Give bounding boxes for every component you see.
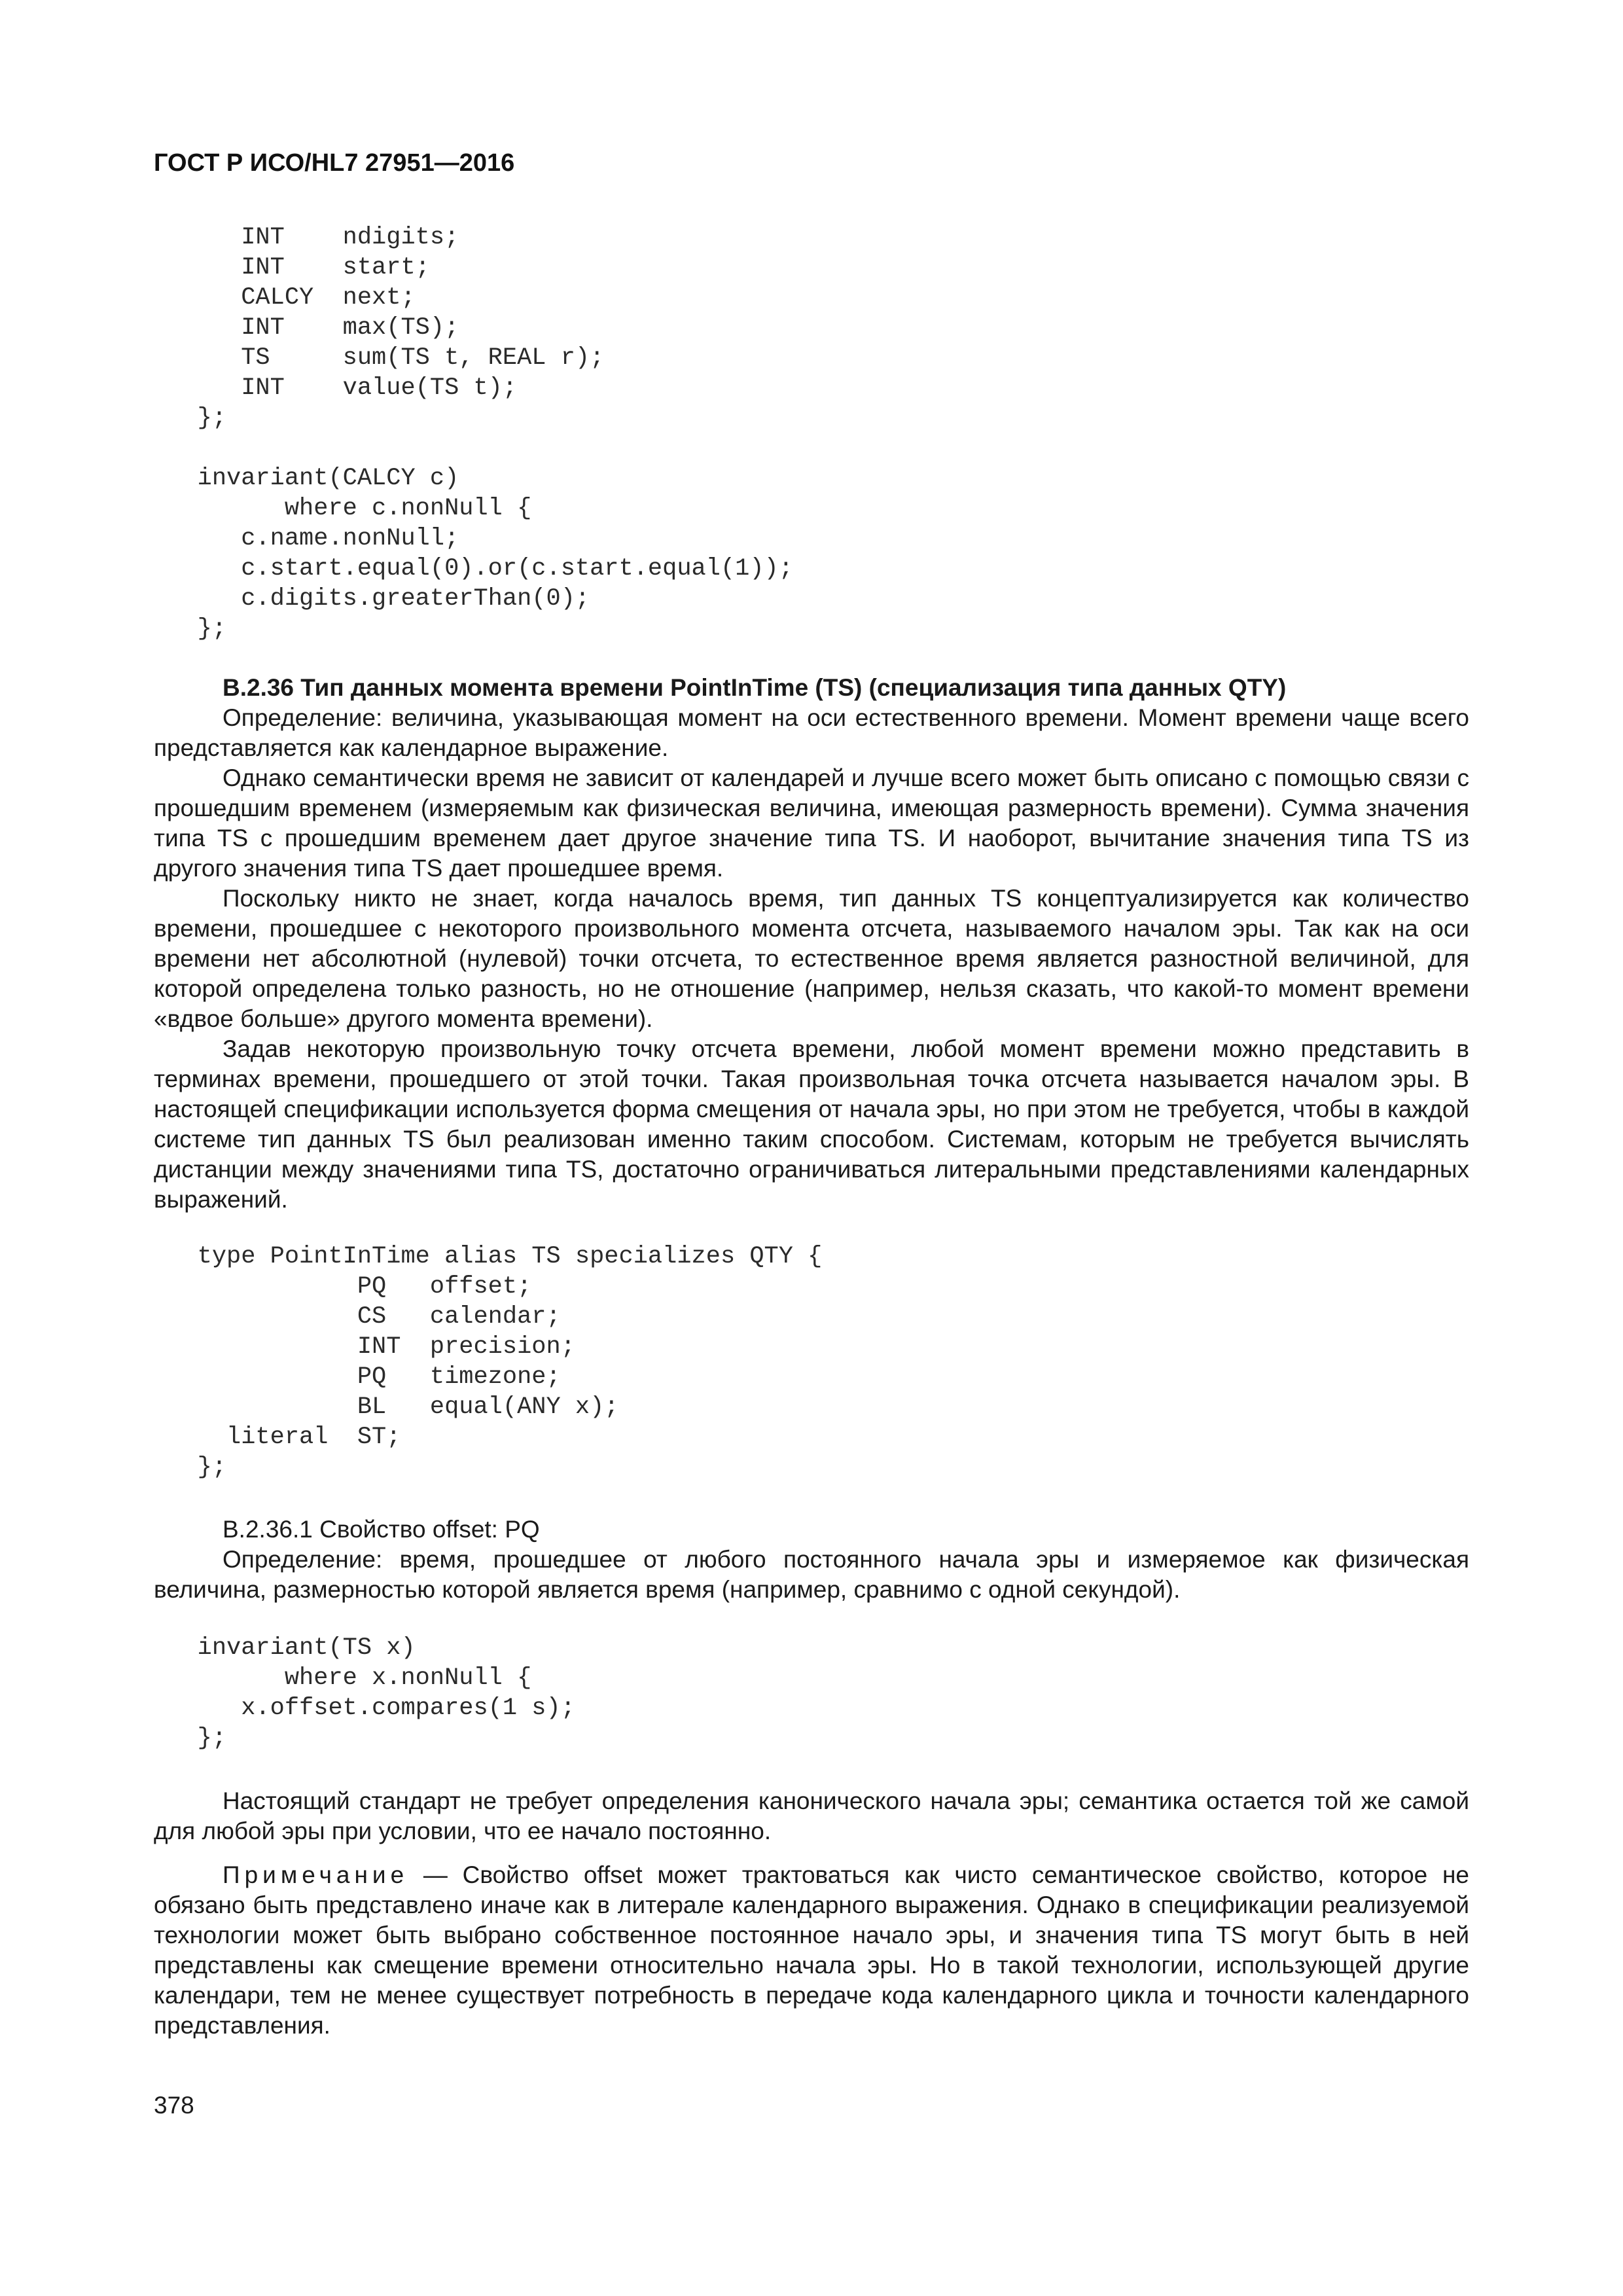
- code-line: };: [154, 615, 227, 643]
- paragraph-offset-form: Задав некоторую произвольную точку отсчета времени, любой момент времени можно представить в терминах времени, прошедшего от этой точки. Такая произвольная точка отсчета называется началом эры. В настоящей спецификации используется форма смещения от начала эры, но при этом не требуется, чтобы в каждой системе тип данных TS был реализован именно таким способом. Системам, которым не требуется вычислять дистанции между значениями типа TS, достаточно ограничиваться литеральными представлениями календарных выражений.: [154, 1035, 1469, 1213]
- code-line: PQ offset;: [154, 1273, 532, 1300]
- code-line: TS sum(TS t, REAL r);: [154, 344, 605, 372]
- paragraph-standard-block: [154, 1786, 1469, 1846]
- paragraph-semantics: Однако семантически время не зависит от календарей и лучше всего может быть описано с помощью связи с прошедшим временем (измеряемым как физическая величина, имеющая размерность времени). Сумма значения типа TS с прошедшим временем дает другое значение типа TS. И наоборот, вычитание значения типа TS из другого значения типа TS дает прошедшее время.: [154, 764, 1469, 882]
- code-line: INT precision;: [154, 1333, 575, 1361]
- document-header: ГОСТ Р ИСО/HL7 27951—2016: [154, 149, 515, 177]
- note-text: — Свойство offset может трактоваться как чисто семантическое свойство, которое не обязано быть представлено иначе как в литерале календарного выражения. Однако в спецификации реализуемой технологии может быть выбрано собственное постоянное начало эры, и значения типа TS могут быть в ней представлены как смещение времени относительно начала эры. Но в такой технологии, использующей другие календари, тем не менее существует потребность в передаче кода календарного цикла и точности календарного представления.: [154, 1861, 1469, 2039]
- code-line: [154, 433, 793, 463]
- code-line: c.name.nonNull;: [154, 525, 459, 552]
- paragraph-standard: Настоящий стандарт не требует определения канонического начала эры; семантика остается той же самой для любой эры при условии, что ее начало постоянно.: [154, 1787, 1469, 1844]
- code-line: where x.nonNull {: [154, 1664, 532, 1692]
- code-line: INT value(TS t);: [154, 374, 518, 402]
- code-line: BL equal(ANY x);: [154, 1393, 619, 1421]
- section-heading: B.2.36 Тип данных момента времени PointInTime (TS) (специализация типа данных QTY): [223, 674, 1287, 701]
- note-paragraph: [154, 1860, 1469, 2041]
- page-number: 378: [154, 2092, 194, 2119]
- code-line: c.start.equal(0).or(c.start.equal(1));: [154, 555, 793, 583]
- code-line: INT ndigits;: [154, 224, 459, 251]
- code-line: CALCY next;: [154, 284, 416, 312]
- paragraph-epoch: Поскольку никто не знает, когда началось время, тип данных TS концептуализируется как количество времени, прошедшее с некоторого произвольного момента отсчета, называемого началом эры. Так как на оси времени нет абсолютной (нулевой) точки отсчета, то естественное время является разностной величиной, для которой определена только разность, но не отношение (например, нельзя сказать, что какой-то момент времени «вдвое больше» другого момента времени).: [154, 885, 1469, 1032]
- code-line: c.digits.greaterThan(0);: [154, 585, 590, 613]
- code-line: INT max(TS);: [154, 314, 459, 342]
- code-line: invariant(CALCY c): [154, 465, 459, 492]
- code-line: CS calendar;: [154, 1303, 561, 1331]
- code-line: };: [154, 404, 227, 432]
- code-line: };: [154, 1725, 227, 1752]
- subsection-heading: B.2.36.1 Свойство offset: PQ: [223, 1516, 540, 1543]
- paragraph-offset-definition: Определение: время, прошедшее от любого постоянного начала эры и измеряемое как физическая величина, размерностью которой является время (например, сравнимо с одной секундой).: [154, 1546, 1469, 1603]
- code-line: PQ timezone;: [154, 1363, 561, 1391]
- code-line: invariant(TS x): [154, 1634, 416, 1662]
- code-block-calcy: [154, 223, 793, 644]
- note-block: [154, 1860, 1469, 2041]
- code-line: literal ST;: [154, 1424, 401, 1451]
- code-line: };: [154, 1454, 227, 1481]
- code-line: where c.nonNull {: [154, 495, 532, 522]
- code-line: INT start;: [154, 254, 430, 281]
- code-block-invariant-ts: [154, 1633, 575, 1753]
- note-label: Примечание: [223, 1861, 409, 1888]
- code-block-pointintime: [154, 1242, 822, 1482]
- code-line: x.offset.compares(1 s);: [154, 1695, 575, 1722]
- section-b236: [154, 673, 1469, 1215]
- code-line: type PointInTime alias TS specializes QTY {: [154, 1243, 823, 1270]
- paragraph-definition: Определение: величина, указывающая момент на оси естественного времени. Момент времени чаще всего представляется как календарное выражение.: [154, 704, 1469, 761]
- section-b2361: [154, 1515, 1469, 1605]
